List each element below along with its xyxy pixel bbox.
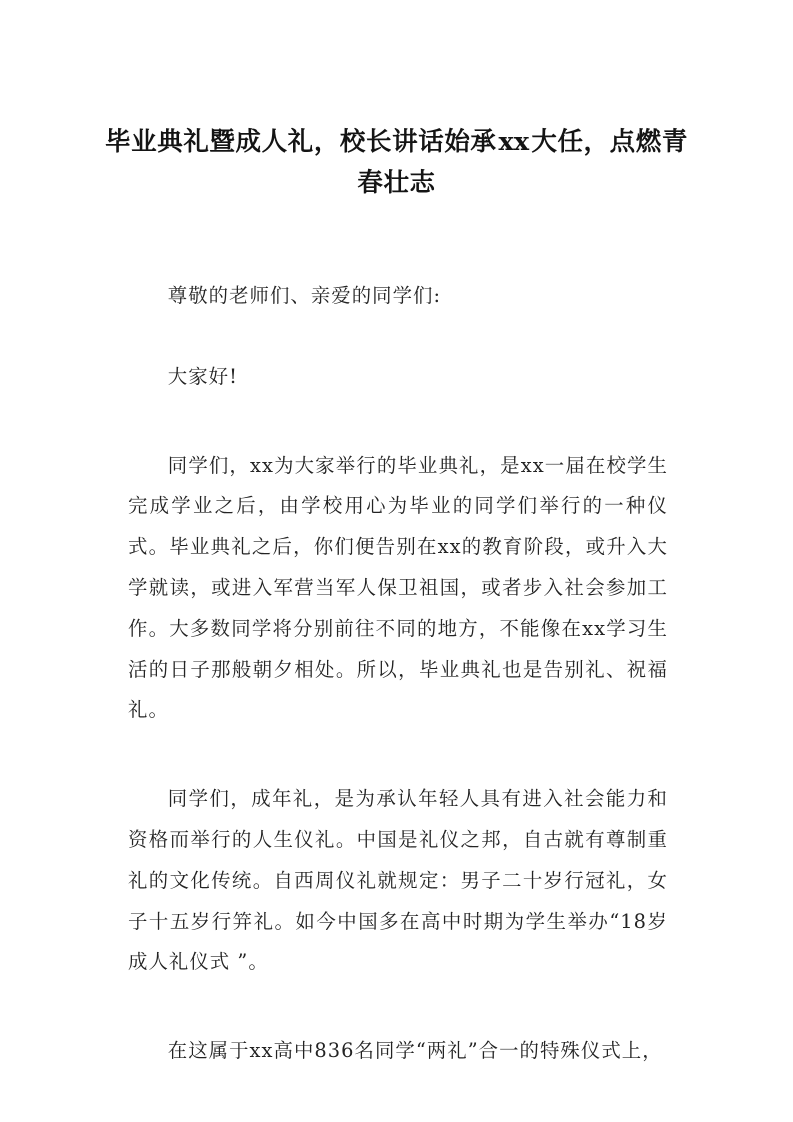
spacer-after-salutation [128,317,668,357]
page-title [96,122,697,204]
spacer-after-paragraph-2 [128,983,668,1031]
spacer-after-paragraph-1 [128,731,668,779]
greeting-line: 大家好! [167,364,238,388]
paragraph-1: 同学们，xx为大家举行的毕业典礼，是xx一届在校学生完成学业之后，由学校用心为毕业的同学们举行的一种仪式。毕业典礼之后，你们便告别在xx的教育阶段，或升入大学就读，或进入军营当军人保卫祖国，或者步入社会参加工作。大多数同学将分别前往不同的地方，不能像在xx学习生活的日子那般朝夕相处。所以，毕业典礼也是告别礼、祝福礼。 [128,453,668,722]
paragraph-2: 同学们，成年礼，是为承认年轻人具有进入社会能力和资格而举行的人生仪礼。中国是礼仪之邦，自古就有尊制重礼的文化传统。自西周仪礼就规定：男子二十岁行冠礼，女子十五岁行笄礼。如今中国多在高中时期为学生举办“18岁成人礼仪式 ”。 [128,787,668,974]
spacer-after-greeting [128,398,668,446]
paragraph-3: 在这属于xx高中836名同学“两礼”合一的特殊仪式上， [167,1039,663,1063]
salutation-line: 尊敬的老师们、亲爱的同学们: [167,284,442,307]
page-title-part-1: 毕业典礼暨成人礼，校长讲话始承 [105,127,497,157]
page-title-part-3: 点燃青春壮志 [357,127,688,198]
page-title-part-2: 大任， [531,127,610,157]
document-body [128,276,668,1072]
page-title-emphasis: xx [498,127,530,157]
